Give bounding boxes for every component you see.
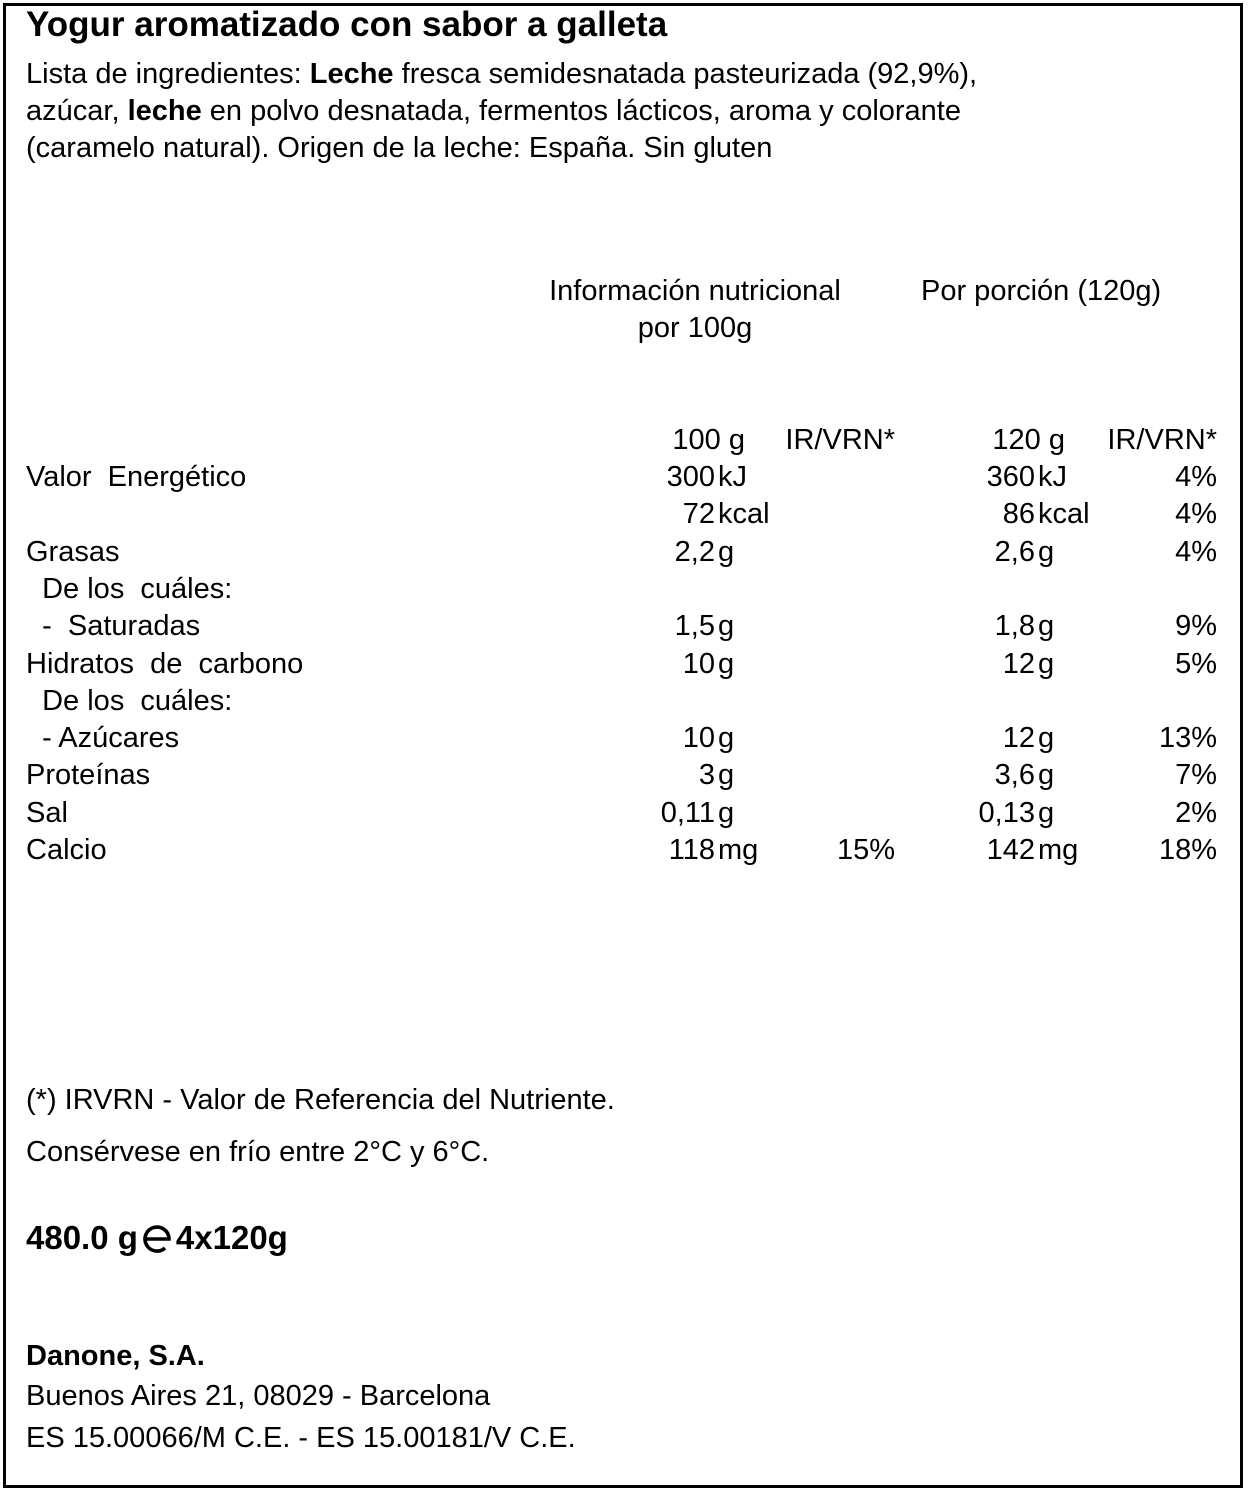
value-120g: 12 <box>1002 722 1035 754</box>
subheader-100g: 100 g <box>672 424 745 456</box>
subheader-120g: 120 g <box>992 424 1065 456</box>
nutrient-label: - Saturadas <box>26 610 201 642</box>
nutrient-label: De los cuáles: <box>26 573 233 605</box>
unit-100g: g <box>718 610 735 642</box>
ingredients-text: Lista de ingredientes: <box>26 58 310 90</box>
ingredients-line-1 <box>26 56 977 92</box>
company-address: Buenos Aires 21, 08029 - Barcelona <box>26 1380 491 1412</box>
irvrn-120g: 5% <box>1175 648 1217 680</box>
value-120g: 3,6 <box>994 759 1035 791</box>
company-name: Danone, S.A. <box>26 1340 205 1372</box>
value-100g: 0,11 <box>660 797 715 829</box>
nutrient-label: Valor Energético <box>26 461 247 493</box>
value-120g: 2,6 <box>994 536 1035 568</box>
irvrn-120g: 13% <box>1158 722 1217 754</box>
unit-120g: g <box>1038 648 1055 680</box>
ingredients-text: fresca semidesnatada pasteurizada (92,9%), <box>393 58 978 90</box>
unit-120g: g <box>1038 797 1055 829</box>
unit-120g: mg <box>1038 834 1079 866</box>
footnote: (*) IRVRN - Valor de Referencia del Nutriente. <box>26 1084 615 1116</box>
irvrn-120g: 4% <box>1175 536 1217 568</box>
value-100g: 118 <box>668 834 715 866</box>
irvrn-120g: 18% <box>1158 834 1217 866</box>
value-100g: 10 <box>682 648 715 680</box>
net-weight-units: 4x120g <box>175 1219 288 1256</box>
nutrient-label: - Azúcares <box>26 722 180 754</box>
unit-120g: g <box>1038 610 1055 642</box>
net-weight-total: 480.0 g <box>26 1219 138 1256</box>
unit-100g: kJ <box>718 461 747 493</box>
value-120g: 1,8 <box>994 610 1035 642</box>
ingredients-line-3: (caramelo natural). Origen de la leche: España. Sin gluten <box>26 132 773 164</box>
subheader-irvrn-100g: IR/VRN* <box>785 424 895 456</box>
value-120g: 0,13 <box>978 797 1035 829</box>
irvrn-120g: 9% <box>1175 610 1217 642</box>
value-100g: 2,2 <box>674 536 715 568</box>
header-per-100g-line2: por 100g <box>637 312 753 344</box>
nutrient-label: Hidratos de carbono <box>26 648 304 680</box>
header-per-portion: Por porción (120g) <box>921 275 1162 307</box>
irvrn-120g: 2% <box>1175 797 1217 829</box>
value-100g: 10 <box>682 722 715 754</box>
header-per-100g-line1: Información nutricional <box>549 275 841 307</box>
irvrn-120g: 7% <box>1175 759 1217 791</box>
nutrient-label: De los cuáles: <box>26 685 233 717</box>
ingredients-text: en polvo desnatada, fermentos lácticos, aroma y colorante <box>201 95 961 127</box>
unit-100g: kcal <box>718 498 770 530</box>
subheader-irvrn-120g: IR/VRN* <box>1107 424 1217 456</box>
nutrient-label: Calcio <box>26 834 107 866</box>
irvrn-120g: 4% <box>1175 461 1217 493</box>
value-120g: 86 <box>1002 498 1035 530</box>
unit-120g: g <box>1038 722 1055 754</box>
unit-100g: g <box>718 722 735 754</box>
unit-100g: g <box>718 648 735 680</box>
net-weight <box>26 1218 288 1258</box>
irvrn-120g: 4% <box>1175 498 1217 530</box>
unit-120g: kcal <box>1038 498 1090 530</box>
unit-100g: g <box>718 797 735 829</box>
nutrient-label: Sal <box>26 797 68 829</box>
unit-120g: g <box>1038 759 1055 791</box>
value-120g: 360 <box>986 461 1035 493</box>
value-100g: 1,5 <box>674 610 715 642</box>
nutrient-label: Grasas <box>26 536 120 568</box>
value-100g: 3 <box>698 759 715 791</box>
unit-120g: kJ <box>1038 461 1067 493</box>
value-100g: 72 <box>682 498 715 530</box>
unit-100g: g <box>718 759 735 791</box>
unit-120g: g <box>1038 536 1055 568</box>
ingredient-allergen: Leche <box>309 58 394 90</box>
ingredients-line-2 <box>26 93 961 129</box>
value-100g: 300 <box>666 461 715 493</box>
storage-instructions: Consérvese en frío entre 2°C y 6°C. <box>26 1136 490 1168</box>
nutrient-label: Proteínas <box>26 759 151 791</box>
irvrn-100g: 15% <box>836 834 895 866</box>
product-title: Yogur aromatizado con sabor a galleta <box>26 5 668 44</box>
unit-100g: g <box>718 536 735 568</box>
unit-100g: mg <box>718 834 759 866</box>
ingredient-allergen: leche <box>127 95 202 127</box>
company-registry: ES 15.00066/M C.E. - ES 15.00181/V C.E. <box>26 1422 576 1454</box>
ingredients-text: azúcar, <box>26 95 128 127</box>
estimated-sign-icon <box>140 1223 174 1253</box>
value-120g: 142 <box>986 834 1035 866</box>
value-120g: 12 <box>1002 648 1035 680</box>
